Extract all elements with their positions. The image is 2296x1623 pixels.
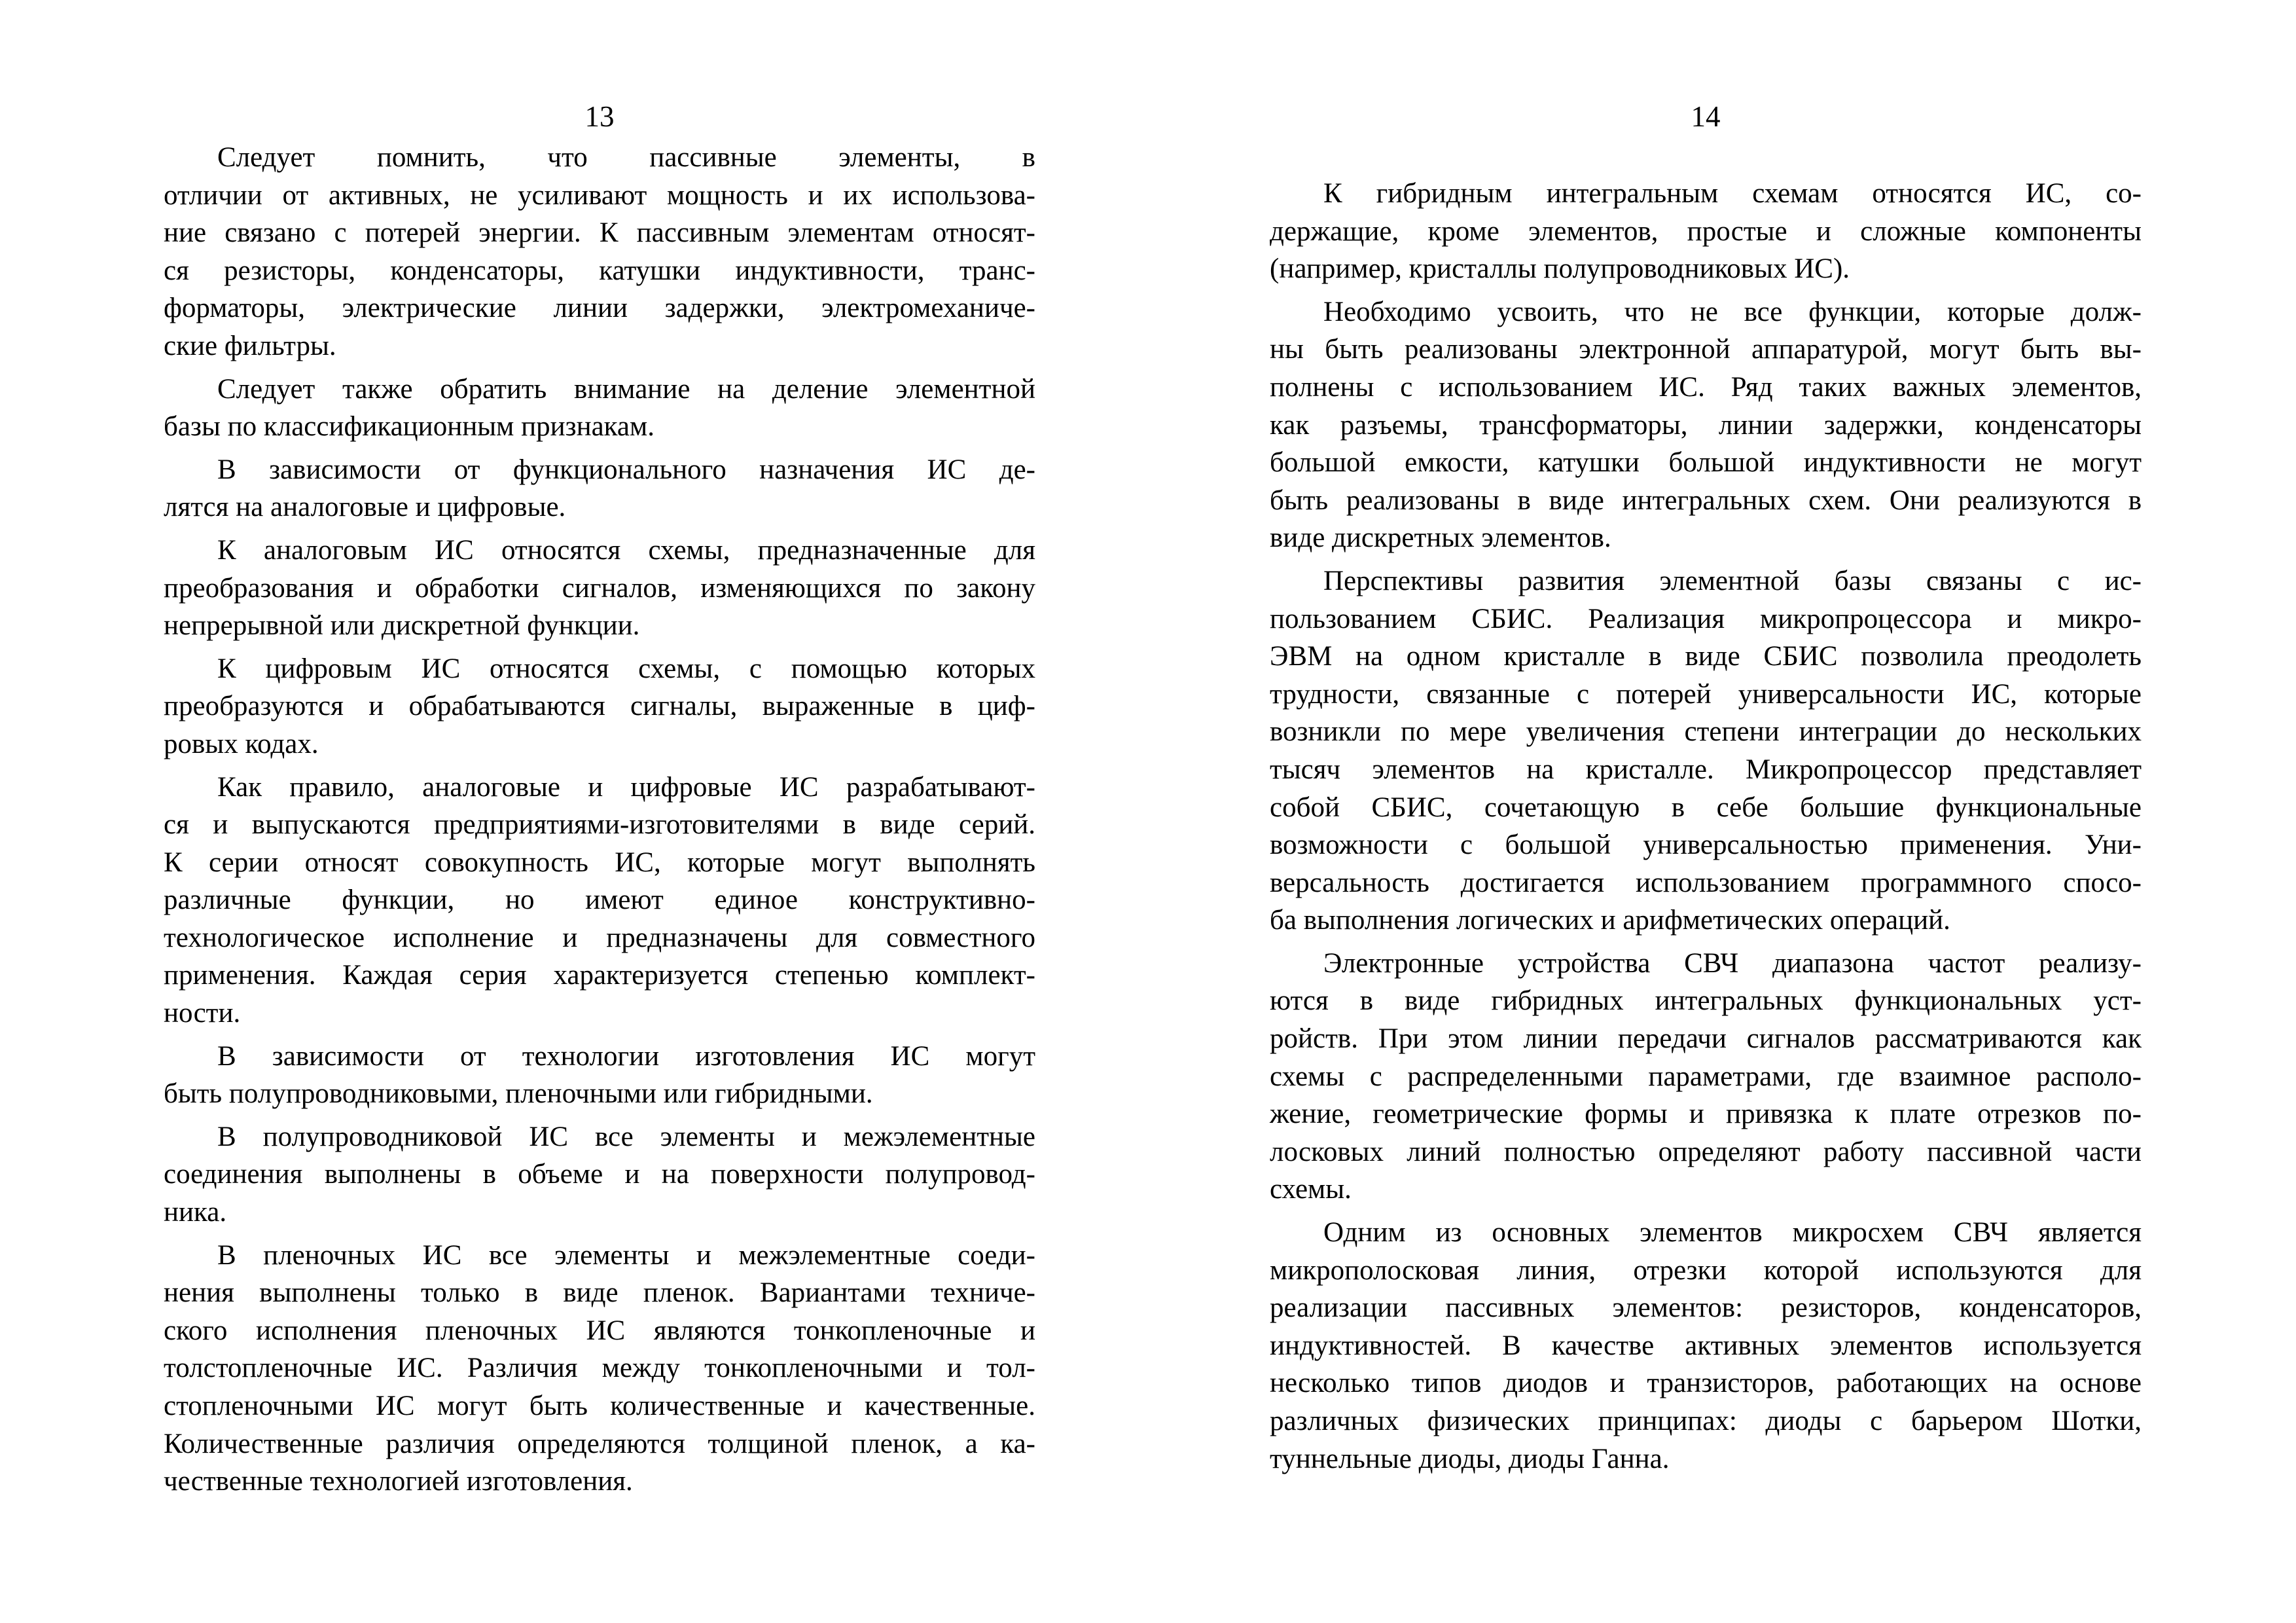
- text-line: ские фильтры.: [164, 330, 336, 361]
- text-line: различных физических принципах: диоды с барьером Шотки,: [1270, 1406, 2142, 1436]
- paragraph: [164, 769, 1035, 1032]
- text-line: версальность достигается использованием программного спосо-: [1270, 867, 2142, 898]
- text-line: применения. Каждая серия характеризуется степенью комплект-: [164, 960, 1035, 991]
- paragraph: [1270, 293, 2142, 557]
- page-text-body: [1270, 175, 2142, 1478]
- text-line: собой СБИС, сочетающую в себе большие функциональные: [1270, 792, 2142, 823]
- paragraph: [1270, 175, 2142, 288]
- text-line: ются в виде гибридных интегральных функциональных уст-: [1270, 985, 2142, 1017]
- text-line: тысяч элементов на кристалле. Микропроцессор представляет: [1270, 754, 2142, 785]
- text-line: ны быть реализованы электронной аппаратурой, могут быть вы-: [1270, 334, 2142, 365]
- text-line: технологическое исполнение и предназначены для совместного: [164, 922, 1035, 953]
- text-line: В зависимости от технологии изготовления ИС могут: [217, 1040, 1035, 1072]
- paragraph: [1270, 1214, 2142, 1478]
- text-line: как разъемы, трансформаторы, линии задержки, конденсаторы: [1270, 409, 2142, 441]
- text-line: схемы с распределенными параметрами, где взаимное располо-: [1270, 1061, 2142, 1092]
- text-line: В полупроводниковой ИС все элементы и межэлементные: [217, 1121, 1035, 1152]
- text-line: быть полупроводниковыми, пленочными или гибридными.: [164, 1078, 873, 1110]
- text-line: В зависимости от функционального назначения ИС де-: [217, 454, 1035, 485]
- text-line: Одним из основных элементов микросхем СВЧ является: [1323, 1217, 2142, 1249]
- text-line: ского исполнения пленочных ИС являются тонкопленочные и: [164, 1315, 1035, 1346]
- text-line: пользованием СБИС. Реализация микропроцессора и микро-: [1270, 603, 2142, 634]
- text-line: Следует также обратить внимание на деление элементной: [217, 373, 1035, 405]
- text-line: ройств. При этом линии передачи сигналов рассматриваются как: [1270, 1023, 2142, 1055]
- text-line: преобразования и обработки сигналов, изменяющихся по закону: [164, 572, 1035, 604]
- page-number: 13: [584, 100, 615, 133]
- text-line: Количественные различия определяются толщиной пленок, а ка-: [164, 1428, 1035, 1459]
- paragraph: [1270, 945, 2142, 1209]
- text-line: преобразуются и обрабатываются сигналы, выраженные в циф-: [164, 691, 1035, 722]
- text-line: лосковых линий полностью определяют работу пассивной части: [1270, 1136, 2142, 1167]
- text-line: отличии от активных, не усиливают мощность и их использова-: [164, 179, 1035, 211]
- paragraph: [164, 1237, 1035, 1501]
- text-line: туннельные диоды, диоды Ганна.: [1270, 1443, 1670, 1474]
- page-text-body: [164, 139, 1035, 1501]
- text-line: К гибридным интегральным схемам относятся ИС, со-: [1323, 178, 2142, 209]
- text-line: (например, кристаллы полупроводниковых ИС).: [1270, 253, 1850, 285]
- text-line: Следует помнить, что пассивные элементы, в: [217, 142, 1035, 173]
- text-line: виде дискретных элементов.: [1270, 522, 1611, 554]
- text-line: базы по классификационным признакам.: [164, 411, 655, 443]
- text-line: толстопленочные ИС. Различия между тонкопленочными и тол-: [164, 1353, 1035, 1384]
- text-line: быть реализованы в виде интегральных схем. Они реализуются в: [1270, 484, 2142, 516]
- text-line: ба выполнения логических и арифметических операций.: [1270, 905, 1950, 936]
- paragraph: [164, 1118, 1035, 1231]
- paragraph: [164, 650, 1035, 763]
- paragraph: [164, 451, 1035, 526]
- paragraph: [164, 371, 1035, 446]
- paragraph: [1270, 562, 2142, 939]
- paragraph: [164, 532, 1035, 645]
- text-line: Электронные устройства СВЧ диапазона частот реализу-: [1323, 947, 2142, 979]
- text-line: несколько типов диодов и транзисторов, работающих на основе: [1270, 1368, 2142, 1399]
- text-line: реализации пассивных элементов: резисторов, конденсаторов,: [1270, 1292, 2142, 1324]
- text-line: чественные технологией изготовления.: [164, 1466, 633, 1497]
- text-line: ние связано с потерей энергии. К пассивным элементам относят-: [164, 217, 1035, 249]
- text-line: возникли по мере увеличения степени интеграции до нескольких: [1270, 716, 2142, 748]
- text-line: трудности, связанные с потерей универсальности ИС, которые: [1270, 678, 2142, 710]
- text-line: В пленочных ИС все элементы и межэлементные соеди-: [217, 1239, 1035, 1271]
- text-line: схемы.: [1270, 1174, 1352, 1205]
- paragraph: [164, 1038, 1035, 1113]
- paragraph: [164, 139, 1035, 365]
- text-line: индуктивностей. В качестве активных элементов используется: [1270, 1330, 2142, 1361]
- text-line: ника.: [164, 1197, 227, 1228]
- text-line: ся и выпускаются предприятиями-изготовителями в виде серий.: [164, 809, 1035, 841]
- text-line: лятся на аналоговые и цифровые.: [164, 492, 566, 523]
- text-line: различные функции, но имеют единое конструктивно-: [164, 884, 1035, 916]
- text-line: соединения выполнены в объеме и на поверхности полупровод-: [164, 1159, 1035, 1190]
- text-line: Перспективы развития элементной базы связаны с ис-: [1323, 565, 2142, 596]
- text-line: ности.: [164, 998, 241, 1029]
- text-line: К аналоговым ИС относятся схемы, предназначенные для: [217, 534, 1035, 566]
- text-line: ся резисторы, конденсаторы, катушки индуктивности, транс-: [164, 255, 1035, 286]
- text-line: Необходимо усвоить, что не все функции, которые долж-: [1323, 296, 2142, 327]
- text-line: возможности с большой универсальностью применения. Уни-: [1270, 830, 2142, 861]
- text-line: жение, геометрические формы и привязка к плате отрезков по-: [1270, 1099, 2142, 1130]
- text-line: Как правило, аналоговые и цифровые ИС разрабатывают-: [217, 771, 1035, 803]
- text-line: полнены с использованием ИС. Ряд таких важных элементов,: [1270, 371, 2142, 403]
- text-line: микрополосковая линия, отрезки которой используются для: [1270, 1254, 2142, 1286]
- text-line: К серии относят совокупность ИС, которые могут выполнять: [164, 847, 1035, 878]
- text-line: нения выполнены только в виде пленок. Вариантами техниче-: [164, 1277, 1035, 1309]
- text-line: К цифровым ИС относятся схемы, с помощью которых: [217, 653, 1035, 684]
- text-line: форматоры, электрические линии задержки, электромеханиче-: [164, 293, 1035, 324]
- text-line: непрерывной или дискретной функции.: [164, 610, 640, 642]
- page-number: 14: [1691, 100, 1721, 133]
- text-line: ровых кодах.: [164, 728, 319, 759]
- text-line: стопленочными ИС могут быть количественные и качественные.: [164, 1391, 1035, 1421]
- text-line: большой емкости, катушки большой индуктивности не могут: [1270, 447, 2142, 479]
- text-line: держащие, кроме элементов, простые и сложные компоненты: [1270, 215, 2142, 247]
- text-line: ЭВМ на одном кристалле в виде СБИС позволила преодолеть: [1270, 641, 2142, 672]
